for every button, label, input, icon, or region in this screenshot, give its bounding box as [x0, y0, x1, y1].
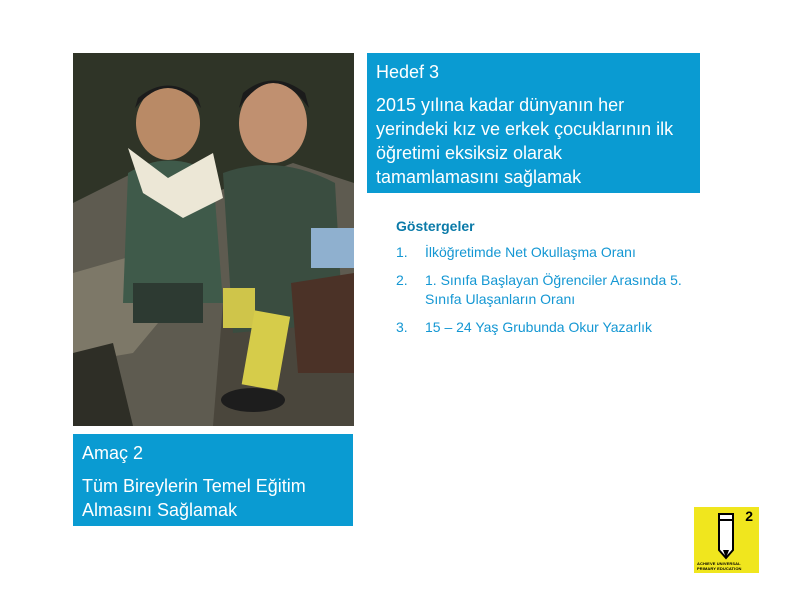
- target-text: 2015 yılına kadar dünyanın her yerindeki kız ve erkek çocuklarının ilk öğretimi eksiksiz olarak tamamlamasını sağlamak: [376, 95, 674, 187]
- goal-text: Tüm Bireylerin Temel Eğitim Almasını Sağlamak: [82, 476, 306, 520]
- indicator-text: İlköğretimde Net Okullaşma Oranı: [425, 244, 636, 260]
- indicator-number: 1.: [396, 244, 408, 260]
- indicators-section: [396, 218, 716, 346]
- indicators-title: Göstergeler: [396, 218, 475, 234]
- goal-heading: Amaç 2: [82, 443, 144, 463]
- pencil-icon: [715, 512, 737, 560]
- photo-illustration: [73, 53, 354, 426]
- badge-number: 2: [745, 508, 753, 524]
- target-heading: Hedef 3: [376, 62, 440, 82]
- indicator-text: 1. Sınıfa Başlayan Öğrenciler Arasında 5. Sınıfa Ulaşanların Oranı: [425, 272, 682, 307]
- children-reading-photo: [73, 53, 354, 426]
- indicator-number: 3.: [396, 319, 408, 335]
- indicator-item: [396, 318, 716, 337]
- indicator-item: [396, 271, 716, 309]
- indicator-number: 2.: [396, 272, 408, 288]
- indicator-item: [396, 243, 716, 262]
- mdg-badge: [694, 507, 759, 573]
- badge-caption: ACHIEVE UNIVERSAL PRIMARY EDUCATION: [697, 561, 742, 571]
- indicators-list: [396, 243, 716, 337]
- indicator-text: 15 – 24 Yaş Grubunda Okur Yazarlık: [425, 319, 652, 335]
- goal-box: [73, 434, 353, 526]
- target-box: [367, 53, 700, 193]
